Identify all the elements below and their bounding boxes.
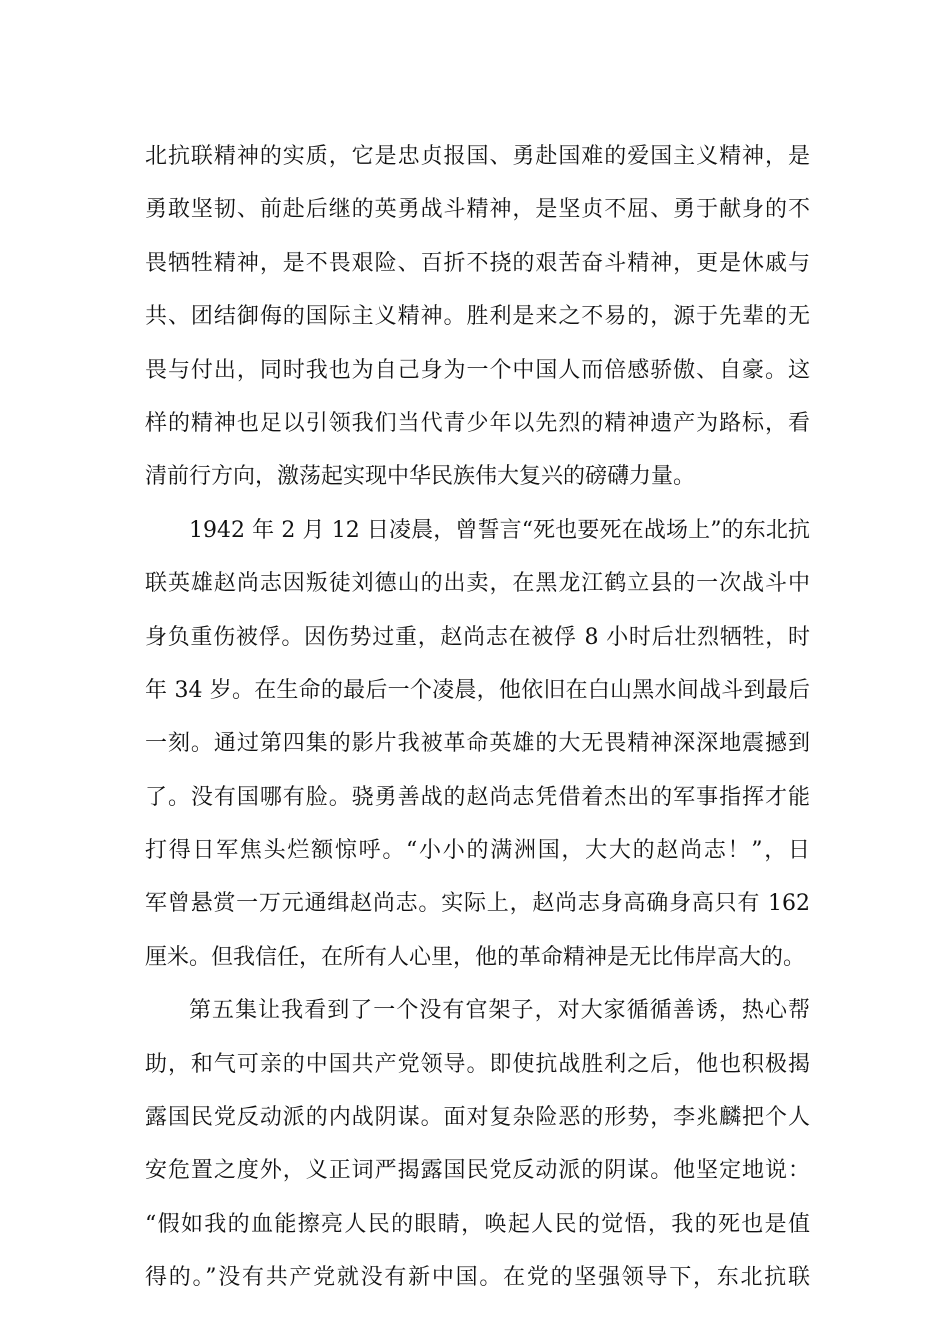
text-line: 共、团结御侮的国际主义精神。胜利是来之不易的，源于先辈的无 <box>145 304 810 330</box>
text-line: 畏牺牲精神，是不畏艰险、百折不挠的艰苦奋斗精神，更是休戚与 <box>145 250 810 276</box>
text-line: 一刻。通过第四集的影片我被革命英雄的大无畏精神深深地震撼到 <box>145 731 810 757</box>
text-line: 安危置之度外，义正词严揭露国民党反动派的阴谋。他坚定地说： <box>145 1158 810 1184</box>
text-line: 联英雄赵尚志因叛徒刘德山的出卖，在黑龙江鹤立县的一次战斗中 <box>145 571 810 597</box>
text-line: 军曾悬赏一万元通缉赵尚志。实际上，赵尚志身高确身高只有 162 <box>145 891 810 917</box>
text-line: 露国民党反动派的内战阴谋。面对复杂险恶的形势，李兆麟把个人 <box>145 1105 810 1131</box>
text-line: 了。没有国哪有脸。骁勇善战的赵尚志凭借着杰出的军事指挥才能 <box>145 784 810 810</box>
text-line: 1942 年 2 月 12 日凌晨，曾誓言“死也要死在战场上”的东北抗 <box>189 517 810 543</box>
text-line: 年 34 岁。在生命的最后一个凌晨，他依旧在白山黑水间战斗到最后 <box>145 677 810 703</box>
text-line: 勇敢坚韧、前赴后继的英勇战斗精神，是坚贞不屈、勇于献身的不 <box>145 197 810 223</box>
text-line: 畏与付出，同时我也为自己身为一个中国人而倍感骄傲、自豪。这 <box>145 357 810 383</box>
text-line: 得的。”没有共产党就没有新中国。在党的坚强领导下，东北抗联 <box>145 1265 810 1291</box>
text-line: 厘米。但我信任，在所有人心里，他的革命精神是无比伟岸高大的。 <box>145 944 806 970</box>
text-line: 第五集让我看到了一个没有官架子，对大家循循善诱，热心帮 <box>189 998 810 1024</box>
text-line: 身负重伤被俘。因伤势过重，赵尚志在被俘 8 小时后壮烈牺牲，时 <box>145 624 810 650</box>
text-line: 样的精神也足以引领我们当代青少年以先烈的精神遗产为路标，看 <box>145 410 810 436</box>
body-text <box>145 130 810 1305</box>
text-line: 清前行方向，激荡起实现中华民族伟大复兴的磅礴力量。 <box>145 464 696 490</box>
text-line: “假如我的血能擦亮人民的眼睛，唤起人民的觉悟，我的死也是值 <box>145 1211 810 1237</box>
text-line: 助，和气可亲的中国共产党领导。即使抗战胜利之后，他也积极揭 <box>145 1051 810 1077</box>
text-line: 打得日军焦头烂额惊呼。“小小的满洲国，大大的赵尚志！”，日 <box>145 838 810 864</box>
text-line: 北抗联精神的实质，它是忠贞报国、勇赴国难的爱国主义精神，是 <box>145 144 810 169</box>
